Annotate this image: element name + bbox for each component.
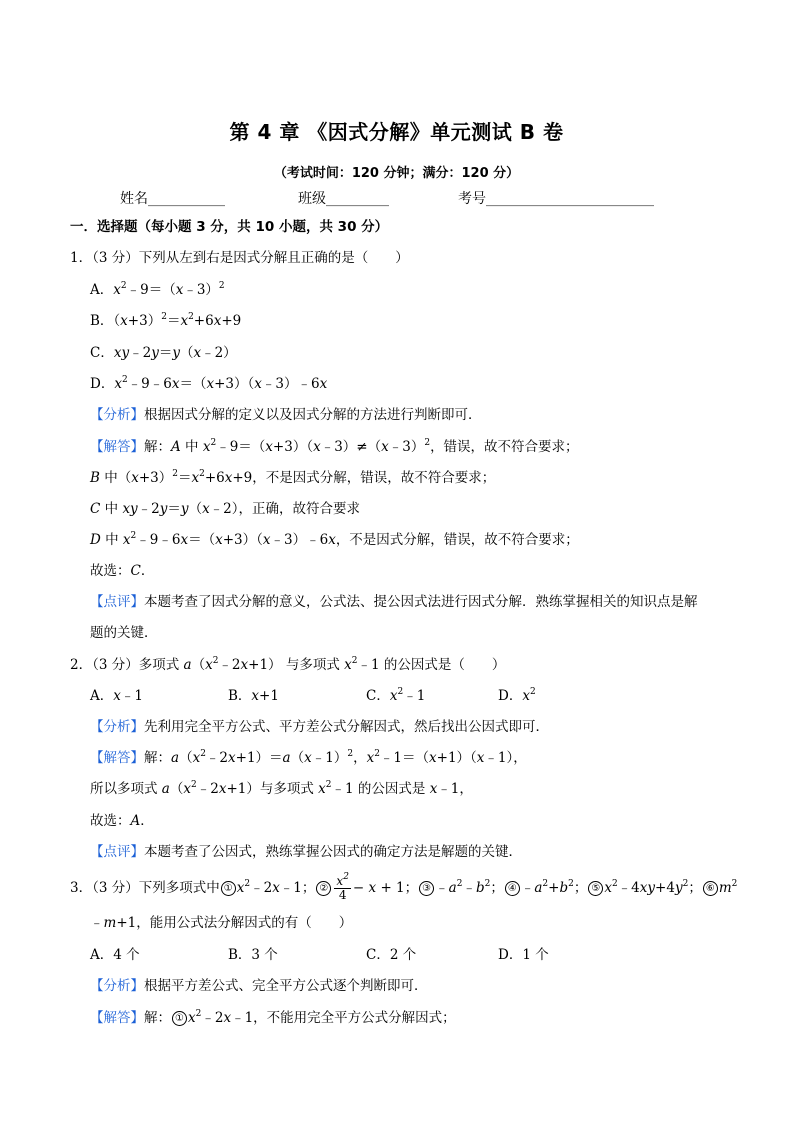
q1-comment: 【点评】本题考查了因式分解的意义，公式法、提公因式法进行因式分解．熟练掌握相关的知识点是解 [90,594,698,610]
q3-stem: 3．（3 分）下列多项式中 ① $x^2﹣2x﹣1$； ② $\frac{x^2}{4}$ − x + 1； ③ $﹣a^2﹣b^2$； ④ $﹣a^2+b^2$； ⑤ $x^2﹣4xy+4y^2$； ⑥ $m^2$ [70,872,738,902]
q1-answer-b: B 中$(x+3)^2=x^2+6x+9$，不是因式分解，错误，故不符合要求； [90,469,496,486]
q1-answer-d: D 中 $x^2﹣9﹣6x=(x+3)(x﹣3)﹣6x$，不是因式分解，错误，故不符合要求； [90,531,579,548]
q1-stem: 1．（3 分）下列从左到右是因式分解且正确的是（ ） [70,250,409,266]
q1-option-d: D．$x^2﹣9﹣6x=(x+3)(x﹣3)﹣6x$ [90,375,328,392]
q1-comment-cont: 题的关键． [90,625,158,641]
exam-subtitle: （考试时间：120 分钟；满分：120 分） [273,166,520,181]
name-field: 姓名___________ [120,191,225,207]
q2-comment: 【点评】本题考查了公因式，熟练掌握公因式的确定方法是解题的关键． [90,844,522,860]
q1-option-c: C．xy﹣2y＝y（x﹣2） [90,345,237,361]
q1-answer-a: 【解答】解：A 中 $x^2﹣9=(x+3)(x﹣3)\ne(x﹣3)^2$，错误，故不符合要求； [90,438,579,455]
q2-option-b: B．x+1 [228,688,279,704]
q2-option-d: D．$x^2$ [498,687,536,704]
q1-option-b: B．$(x+3)^2=x^2+6x+9$ [90,312,242,329]
q2-answer-so: 所以多项式 $a(x^2﹣2x+1)$与多项式 $x^2﹣1$ 的公因式是 x﹣1， [90,780,473,797]
section-heading: 一．选择题（每小题 3 分，共 10 小题，共 30 分） [70,219,389,235]
q2-answer: 【解答】解：$a(x^2﹣2x+1)=a(x﹣1)^2$，$x^2﹣1=(x+1)(x﹣1)$， [90,749,527,766]
q2-option-a: A．x﹣1 [90,688,143,704]
q1-answer-c: C 中 xy﹣2y＝y（x﹣2），正确，故符合要求 [90,501,361,517]
page-title: 第 4 章 《因式分解》单元测试 B 卷 [229,120,564,144]
q3-analysis: 【分析】根据平方差公式、完全平方公式逐个判断即可． [90,978,428,994]
q2-choice: 故选：A． [90,813,154,829]
q2-analysis: 【分析】先利用完全平方公式、平方差公式分解因式，然后找出公因式即可． [90,719,549,735]
q2-stem: 2．（3 分）多项式 $a(x^2﹣2x+1)$ 与多项式 $x^2﹣1$ 的公因式是（ ） [70,656,506,673]
q1-analysis: 【分析】根据因式分解的定义以及因式分解的方法进行判断即可． [90,407,482,423]
q3-option-d: D．1 个 [498,947,549,963]
q3-option-a: A．4 个 [90,947,140,963]
q3-stem-cont: ﹣m+1，能用公式法分解因式的有（ ） [90,915,353,931]
q1-choice: 故选：C． [90,563,155,579]
id-field: 考号________________________ [458,191,654,207]
q2-option-c: C．$x^2﹣1$ [366,687,426,704]
q3-answer: 【解答】解： ① $x^2﹣2x﹣1$，不能用完全平方公式分解因式； [90,1009,456,1026]
q3-option-c: C．2 个 [366,947,417,963]
q3-option-b: B．3 个 [228,947,278,963]
q1-option-a: A．$x^2﹣9=(x﹣3)^2$ [90,281,225,298]
class-field: 班级_________ [298,191,389,207]
